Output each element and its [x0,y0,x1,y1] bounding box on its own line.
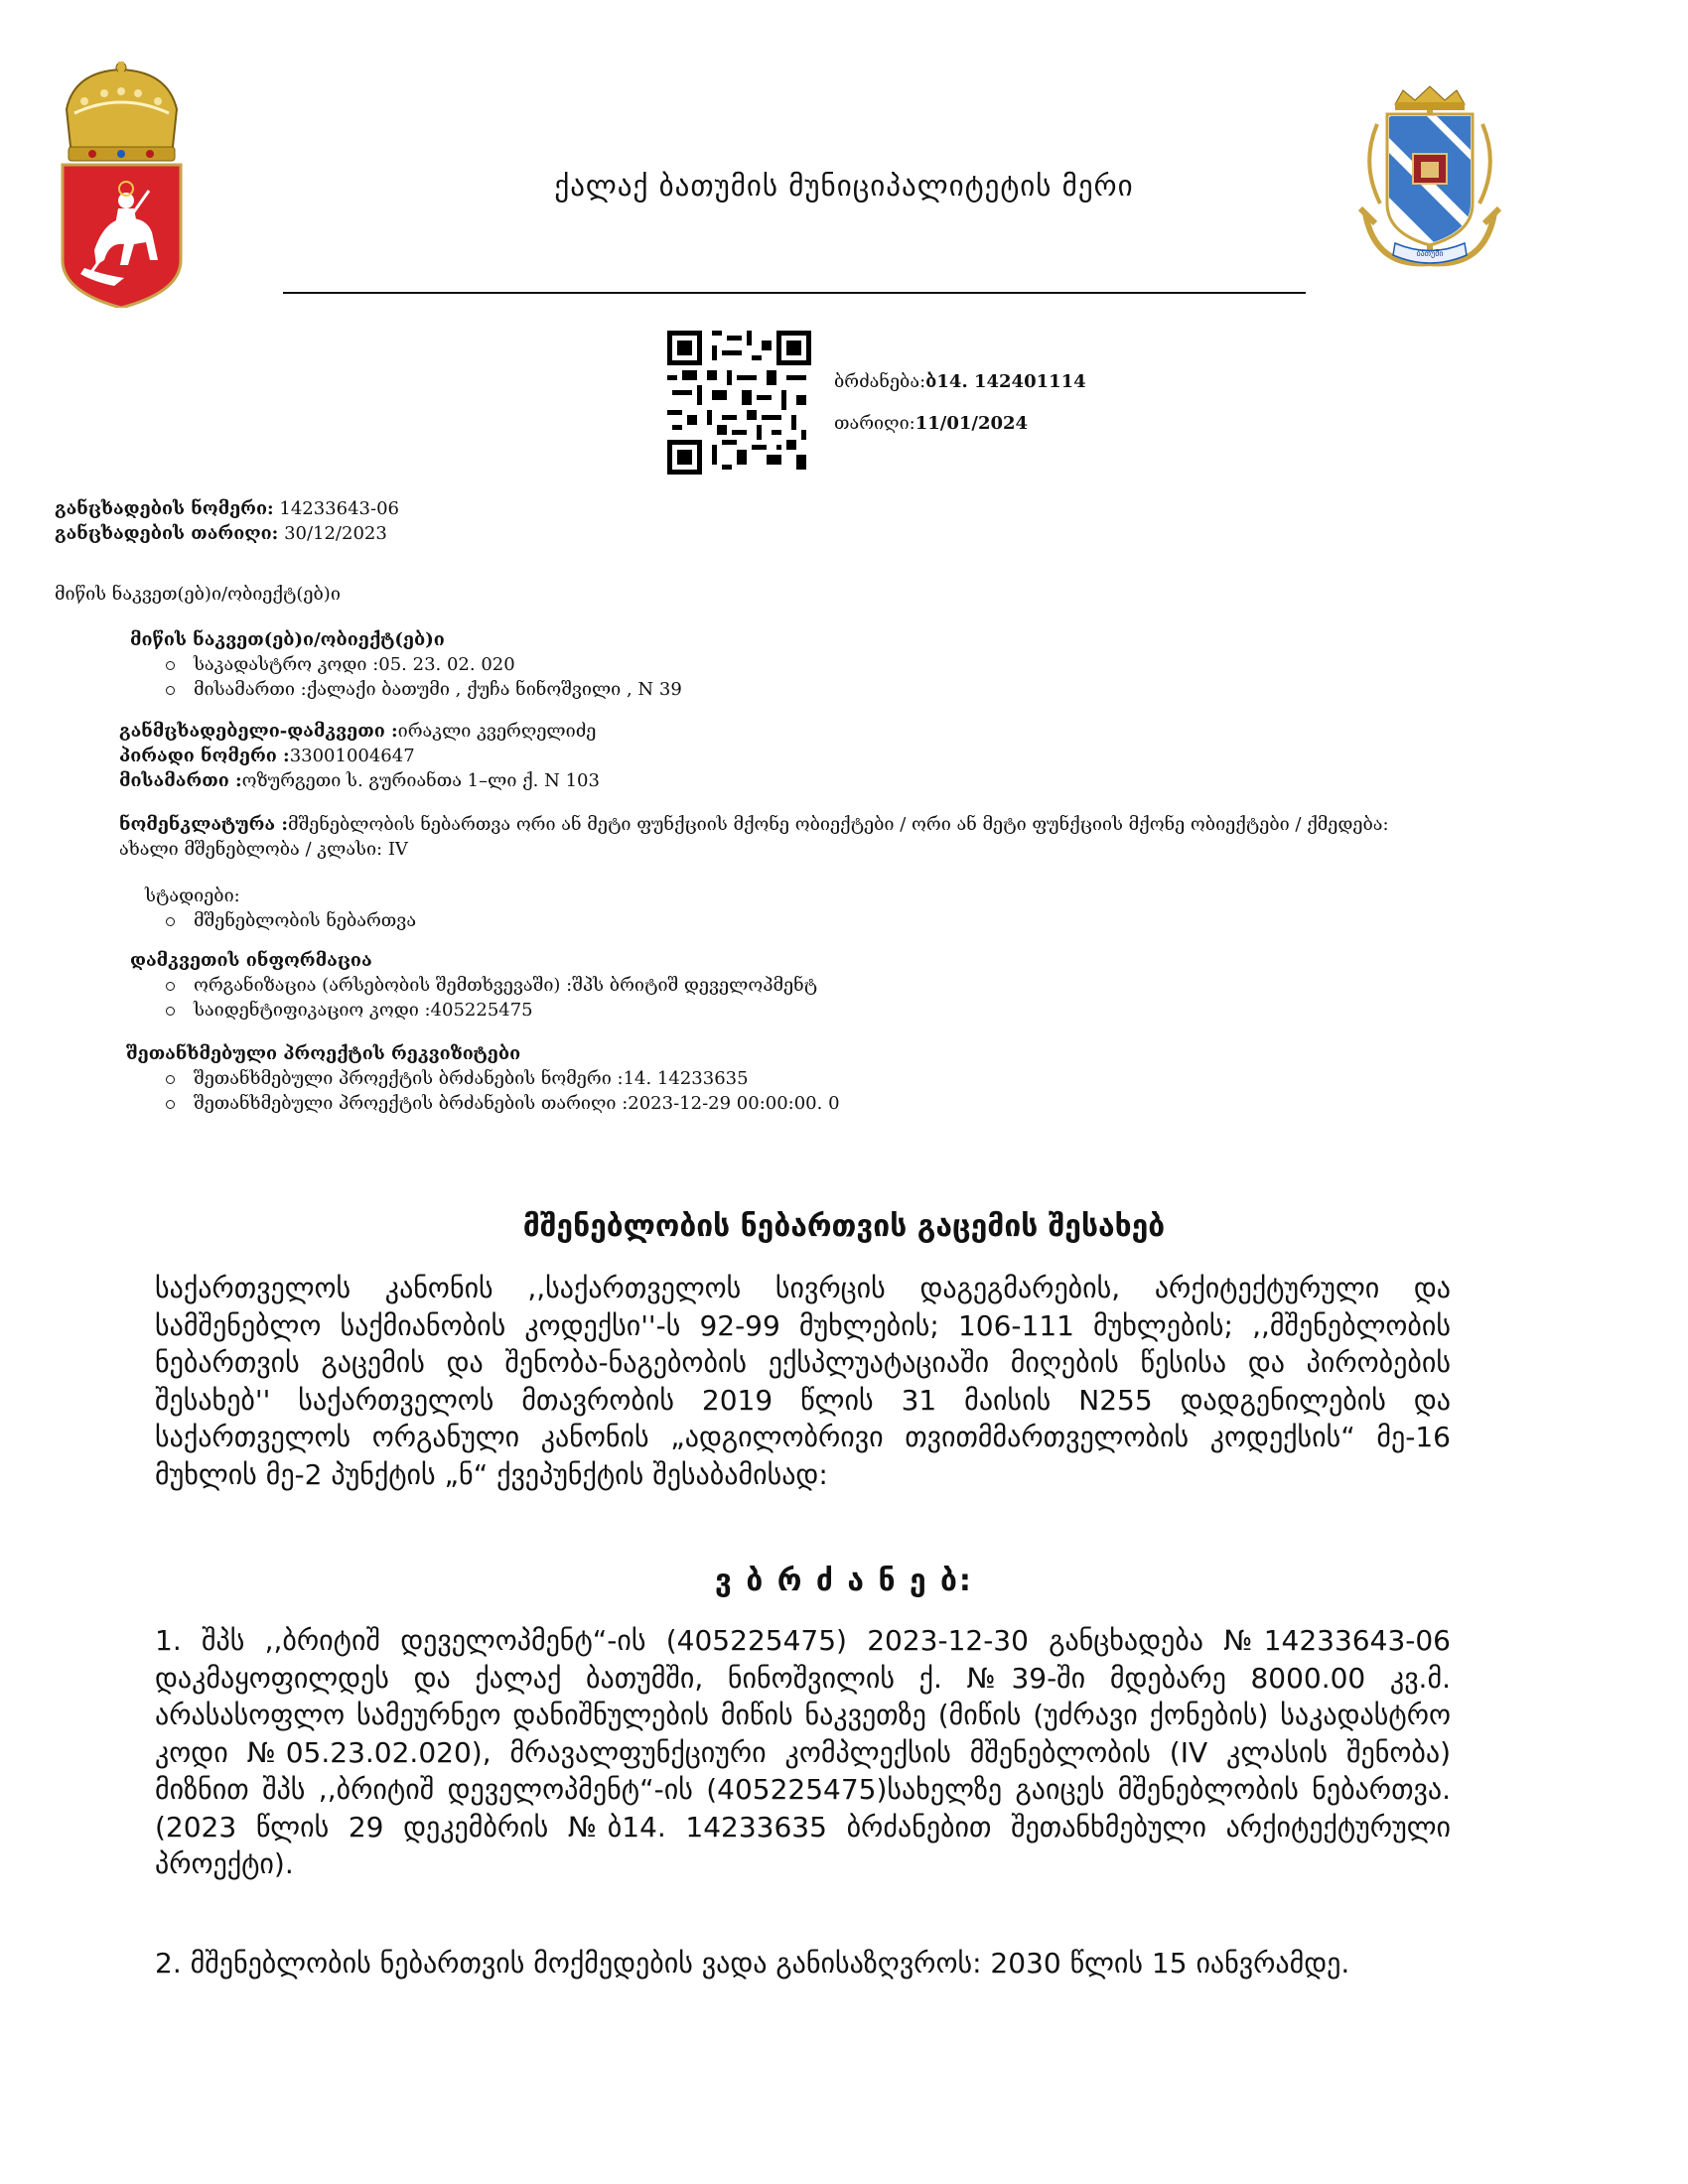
project-heading: შეთანხმებული პროექტის რეკვიზიტები [126,1043,521,1064]
list-item: საკადასტრო კოდი :05. 23. 02. 020 [194,652,682,677]
order-word: ვ ბ რ ძ ა ნ ე ბ: [715,1564,973,1598]
application-date [55,521,387,546]
stages-label: სტადიები: [145,886,240,906]
order-date-value: 11/01/2024 [914,413,1029,434]
stages-list [194,908,416,933]
applicant-id-value: 33001004647 [289,746,415,766]
customer-heading: დამკვეთის ინფორმაცია [130,950,372,971]
application-number [55,496,399,521]
order-number-label: ბრძანება: [834,371,926,392]
nomenclature-line2: ახალი მშენებლობა / კლასი: IV [119,839,408,860]
application-number-label: განცხადების ნომერი: [55,498,274,519]
application-date-label: განცხადების თარიღი: [55,523,279,544]
project-list [194,1066,840,1116]
customer-list [194,973,817,1023]
applicant-id-label: პირადი ნომერი : [119,746,290,766]
land-section-caption: მიწის ნაკვეთ(ებ)ი/ობიექტ(ებ)ი [55,584,341,605]
preamble-paragraph: საქართველოს კანონის ,,საქართველოს სივრცის დაგეგმარების, არქიტექტურული და სამშენებლო საქმიანობის კოდექსი''-ს 92-99 მუხლების; 106-111 მუხლების; ,,მშენებლობის ნებართვის გაცემის და შენობა-ნაგებობის ექსპლუატაციაში მიღების წესისა და პირობების შესახებ'' საქართველოს მთავრობის 2019 წლის 31 მაისის N255 დადგენილების და საქართველოს ორგანული კანონის „ადგილობრივი თვითმმართველობის კოდექსის“ მე-16 მუხლის მე-2 პუნქტის „ნ“ ქვეპუნქტის შესაბამისად: [155,1272,1451,1491]
document-title: მშენებლობის ნებართვის გაცემის შესახებ [522,1209,1166,1244]
nomenclature-label: ნომენკლატურა : [119,814,289,835]
order-number [834,369,1086,394]
land-list [194,652,682,702]
list-item: ორგანიზაცია (არსებობის შემთხვევაში) :შპს ბრიტიშ დეველოპმენტ [194,975,818,996]
application-date-value: 30/12/2023 [284,523,387,544]
order-number-value: ბ14. 142401114 [925,371,1086,392]
batumi-ribbon-text: ბათუმი [1416,249,1444,258]
list-item: მშენებლობის ნებართვა [194,910,417,931]
list-item: საიდენტიფიკაციო კოდი :405225475 [194,998,817,1023]
nomenclature [119,812,1389,862]
georgia-coat-of-arms-icon [55,62,189,308]
applicant-address-label: მისამართი : [119,770,242,791]
qr-code-icon [667,331,811,475]
applicant-address-value: ოზურგეთი ს. გურიანთა 1–ლი ქ. N 103 [241,770,600,791]
land-heading: მიწის ნაკვეთ(ებ)ი/ობიექტ(ებ)ი [130,629,445,650]
applicant-name-value: ირაკლი კვერღელიძე [397,721,597,742]
batumi-coat-of-arms-icon [1355,84,1504,273]
order-point-1: 1. შპს ,,ბრიტიშ დეველოპმენტ“-ის (405225475) 2023-12-30 განცხადება №14233643-06 დაკმაყოფილდეს და ქალაქ ბათუმში, ნინოშვილის ქ. №39-ში მდებარე 8000.00 კვ.მ. არასასოფლო სამეურნეო დანიშნულების მიწის ნაკვეთზე (მიწის (უძრავი ქონების) საკადასტრო კოდი №05.23.02.020), მრავალფუნქციური კომპლექსის მშენებლობის (IV კლასის შენობა) მიზნით შპს ,,ბრიტიშ დეველოპმენტ“-ის (405225475)სახელზე გაიცეს მშენებლობის ნებართვა. (2023 წლის 29 დეკემბრის №ბ14. 14233635 ბრძანებით შეთანხმებული არქიტექტურული პროექტი). [155,1624,1451,1880]
list-item: მისამართი :ქალაქი ბათუმი , ქუჩა ნინოშვილი , N 39 [194,679,682,700]
applicant-block [119,719,600,793]
order-date [834,411,1028,436]
order-date-label: თარიღი: [834,413,915,434]
page-title: ქალაქ ბათუმის მუნიციპალიტეტის მერი [554,169,1134,203]
applicant-name-label: განმცხადებელი-დამკვეთი : [119,721,398,742]
application-number-value: 14233643-06 [279,498,399,519]
list-item: შეთანხმებული პროექტის ბრძანების თარიღი :2023-12-29 00:00:00. 0 [194,1093,840,1114]
nomenclature-line1: მშენებლობის ნებართვა ორი ან მეტი ფუნქციის მქონე ობიექტები / ორი ან მეტი ფუნქციის მქონე ობიექტები / ქმედება: [288,814,1389,835]
header-divider [283,292,1306,294]
list-item: შეთანხმებული პროექტის ბრძანების ნომერი :14. 14233635 [194,1066,840,1091]
order-point-2: 2. მშენებლობის ნებართვის მოქმედების ვადა განისაზღვროს: 2030 წლის 15 იანვრამდე. [155,1947,1350,1979]
